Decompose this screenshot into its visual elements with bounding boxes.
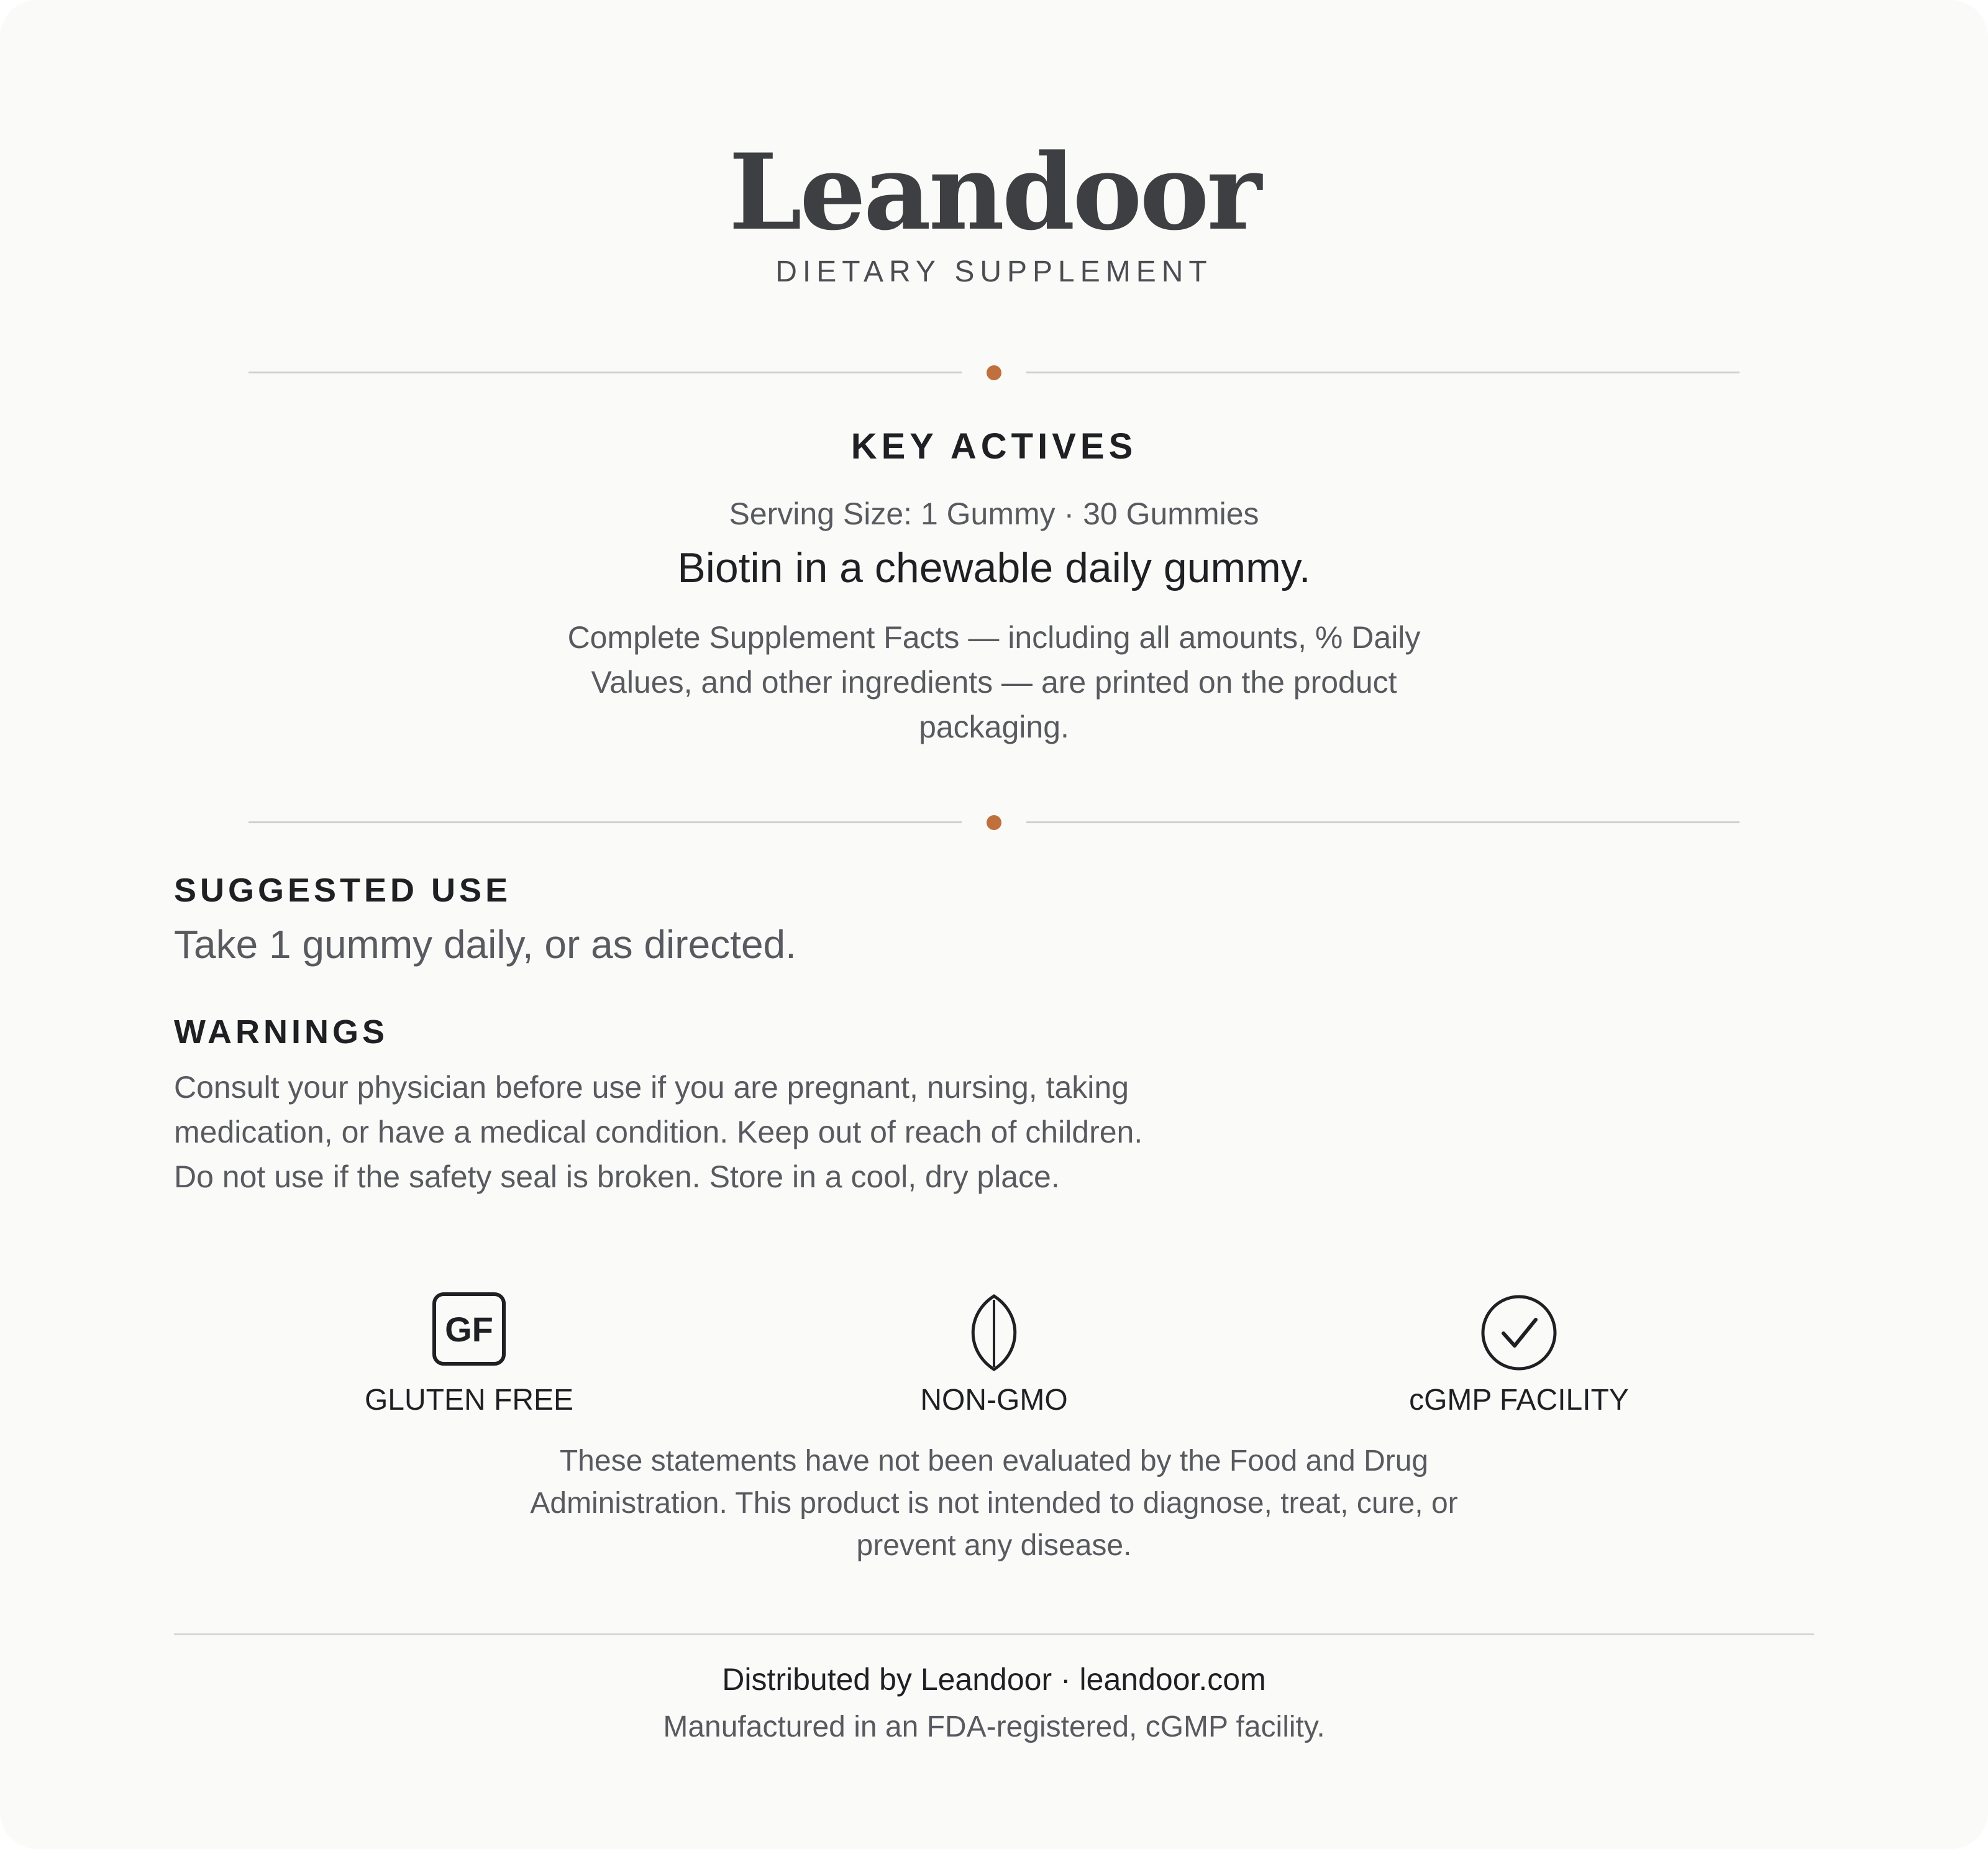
fda-disclaimer: These statements have not been evaluated by the Food and Drug Administration. This product is not intended to diagnose, treat, cure, or prevent any disease. xyxy=(530,1445,1458,1562)
badge-label: GLUTEN FREE xyxy=(364,1384,574,1417)
badge-cgmp xyxy=(1333,1292,1705,1415)
product-type: DIETARY SUPPLEMENT xyxy=(775,255,1213,288)
badge-label: cGMP FACILITY xyxy=(1409,1384,1629,1417)
check-circle-icon xyxy=(1479,1292,1559,1373)
brand-logo: Leandoor xyxy=(728,130,1260,253)
manufacturing-note: Manufactured in an FDA-registered, cGMP facility. xyxy=(663,1710,1325,1743)
product-tagline: Biotin in a chewable daily gummy. xyxy=(677,544,1311,591)
gluten-free-icon: GF xyxy=(429,1292,509,1373)
suggested-use-text: Take 1 gummy daily, or as directed. xyxy=(174,922,796,967)
supplement-facts-note: Complete Supplement Facts — including all amounts, % Daily Values, and other ingredients — are printed on the product packaging. xyxy=(567,620,1421,744)
warnings-text: Consult your physician before use if you are pregnant, nursing, taking medication, or have a medical condition. Keep out of reach of children. Do not use if the safety seal is broken. Store in a cool, dry place. xyxy=(174,1070,1143,1194)
badge-non-gmo xyxy=(808,1292,1180,1415)
footer-divider xyxy=(174,1633,1814,1635)
divider-dot xyxy=(987,815,1001,830)
key-actives-title: KEY ACTIVES xyxy=(850,426,1138,467)
distributor-line: Distributed by Leandoor · leandoor.com xyxy=(722,1662,1266,1697)
divider-dot xyxy=(987,365,1001,380)
serving-size: Serving Size: 1 Gummy · 30 Gummies xyxy=(729,496,1259,531)
suggested-use-title: SUGGESTED USE xyxy=(174,872,512,909)
leaf-icon xyxy=(954,1292,1034,1373)
divider-top xyxy=(248,363,1740,381)
badge-gluten-free xyxy=(283,1292,655,1415)
divider-middle xyxy=(248,813,1740,831)
warnings-title: WARNINGS xyxy=(174,1013,388,1051)
badge-label: NON-GMO xyxy=(920,1384,1068,1417)
